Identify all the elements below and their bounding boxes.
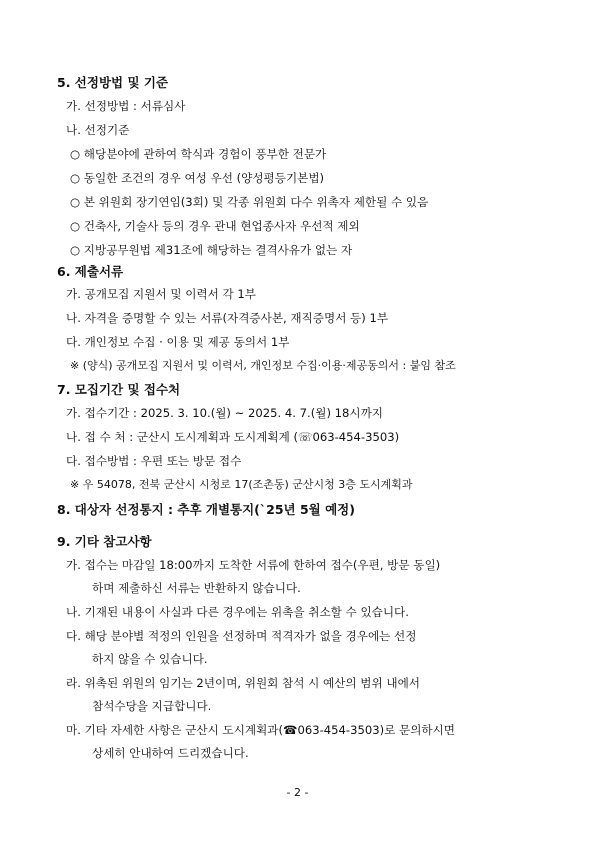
criteria-item: ○ 건축사, 기술사 등의 경우 관내 현업종사자 우선적 제외 bbox=[70, 219, 360, 233]
section-9-heading: 9. 기타 참고사항 bbox=[57, 534, 152, 549]
section-6-heading: 6. 제출서류 bbox=[57, 264, 124, 279]
note-item-continued: 하며 제출하신 서류는 반환하지 않습니다. bbox=[92, 581, 301, 595]
note-item-continued: 참석수당을 지급합니다. bbox=[92, 699, 212, 713]
document-item: 다. 개인정보 수집 · 이용 및 제공 동의서 1부 bbox=[66, 335, 290, 349]
application-office: 나. 접 수 처 : 군산시 도시계획과 도시계획계 (☏063-454-3503) bbox=[66, 430, 400, 444]
selection-method: 가. 선정방법 : 서류심사 bbox=[66, 99, 186, 113]
application-method: 다. 접수방법 : 우편 또는 방문 접수 bbox=[66, 454, 242, 468]
criteria-item: ○ 해당분야에 관하여 학식과 경험이 풍부한 전문가 bbox=[70, 147, 327, 161]
criteria-item: ○ 지방공무원법 제31조에 해당하는 결격사유가 없는 자 bbox=[70, 243, 353, 257]
note-item: 라. 위촉된 위원의 임기는 2년이며, 위원회 참석 시 예산의 범위 내에서 bbox=[66, 676, 420, 690]
document-item: 가. 공개모집 지원서 및 이력서 각 1부 bbox=[66, 287, 256, 301]
note-item-continued: 상세히 안내하여 드리겠습니다. bbox=[92, 746, 249, 760]
section-5-heading: 5. 선정방법 및 기준 bbox=[57, 75, 169, 90]
criteria-item: ○ 동일한 조건의 경우 여성 우선 (양성평등기본법) bbox=[70, 171, 325, 185]
selection-criteria-label: 나. 선정기준 bbox=[66, 123, 130, 137]
criteria-item: ○ 본 위원회 장기연임(3회) 및 각종 위원회 다수 위촉자 제한될 수 있음 bbox=[70, 195, 429, 209]
section-7-heading: 7. 모집기간 및 접수처 bbox=[57, 382, 181, 397]
note-item: 가. 접수는 마감일 18:00까지 도착한 서류에 한하여 접수(우편, 방문 동일) bbox=[66, 558, 441, 572]
mailing-address: ※ 우 54078, 전북 군산시 시청로 17(조촌동) 군산시청 3층 도시계획과 bbox=[70, 478, 413, 491]
form-note: ※ (양식) 공개모집 지원서 및 이력서, 개인정보 수집·이용·제공동의서 : 붙임 참조 bbox=[70, 359, 456, 372]
document-item: 나. 자격을 증명할 수 있는 서류(자격증사본, 재직증명서 등) 1부 bbox=[66, 311, 389, 325]
note-item: 마. 기타 자세한 사항은 군산시 도시계획과(☎063-454-3503)로 문의하시면 bbox=[66, 723, 456, 737]
note-item-continued: 하지 않을 수 있습니다. bbox=[92, 652, 208, 666]
page-number: - 2 - bbox=[286, 786, 309, 799]
note-item: 나. 기재된 내용이 사실과 다른 경우에는 위촉을 취소할 수 있습니다. bbox=[66, 605, 409, 619]
application-period: 가. 접수기간 : 2025. 3. 10.(월) ~ 2025. 4. 7.(월) 18시까지 bbox=[66, 406, 384, 420]
section-8-heading: 8. 대상자 선정통지 : 추후 개별통지(`25년 5월 예정) bbox=[57, 502, 355, 517]
note-item: 다. 해당 분야별 적정의 인원을 선정하며 적격자가 없을 경우에는 선정 bbox=[66, 629, 417, 643]
